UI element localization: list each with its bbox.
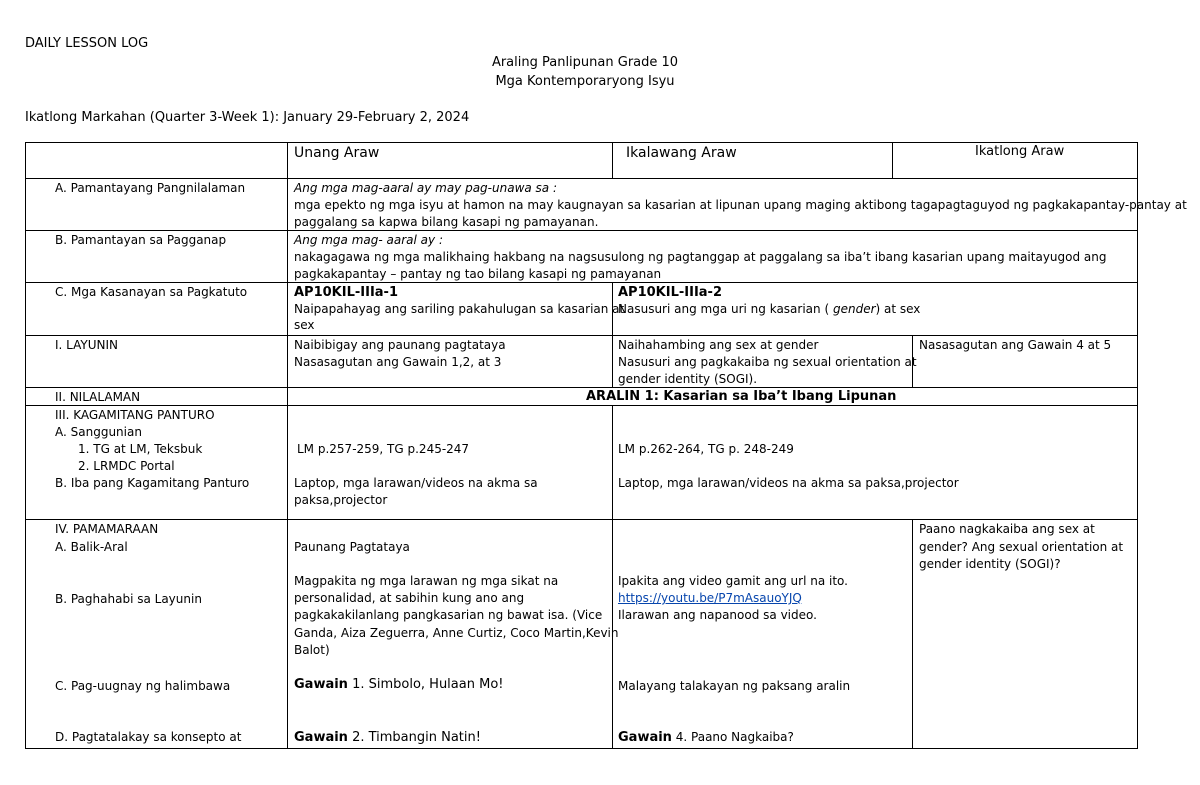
row-label-nilalaman: II. NILALAMAN: [55, 390, 141, 404]
sub-label-balik-aral: A. Balik-Aral: [55, 540, 128, 554]
procedure-day1-motive-line4: Ganda, Aiza Zeguerra, Anne Curtiz, Coco Martin,Kevin: [294, 626, 619, 640]
procedure-day1-motive-line2: personalidad, at sabihin kung ano ang: [294, 591, 525, 605]
objective-day2-line3: gender identity (SOGI).: [618, 372, 758, 386]
table-line: [912, 519, 913, 749]
procedure-day1-motive-line3: pagkakakilanlang pangkasarian ng bawat isa. (Vice: [294, 608, 603, 622]
table-line: [25, 405, 1138, 406]
reference-day2: LM p.262-264, TG p. 248-249: [618, 442, 794, 456]
table-line: [25, 519, 1138, 520]
competency-day1-line2: sex: [294, 318, 315, 332]
performance-standard-intro: Ang mga mag- aaral ay :: [294, 233, 443, 247]
column-header-day2: Ikalawang Araw: [626, 145, 737, 161]
activity-gawain-4: [618, 729, 794, 747]
sub-label-sanggunian: A. Sanggunian: [55, 425, 142, 439]
row-label-pamantayang-pangnilalaman: A. Pamantayang Pangnilalaman: [55, 181, 246, 195]
activity-title: 4. Paano Nagkaiba?: [671, 730, 794, 744]
table-line: [25, 335, 1138, 336]
row-label-kagamitang-panturo: III. KAGAMITANG PANTURO: [55, 408, 215, 422]
activity-title: 1. Simbolo, Hulaan Mo!: [347, 677, 504, 692]
performance-standard-line1: nakagagawa ng mga malikhaing hakbang na nagsusulong ng pagtanggap at paggalang sa iba’t ibang kasarian upang maitayugod ang: [294, 250, 1107, 264]
materials-day1-line1: Laptop, mga larawan/videos na akma sa: [294, 476, 538, 490]
procedure-day2-line1: Ipakita ang video gamit ang url na ito.: [618, 574, 848, 588]
table-line: [25, 178, 1138, 179]
objective-day1-line2: Nasasagutan ang Gawain 1,2, at 3: [294, 355, 502, 369]
activity-gawain-1: [294, 676, 503, 694]
table-line: [25, 387, 1138, 388]
table-line: [612, 282, 613, 388]
activity-label: Gawain: [294, 677, 348, 692]
sub-label-pag-uugnay: C. Pag-uugnay ng halimbawa: [55, 679, 231, 693]
document-label: DAILY LESSON LOG: [25, 36, 149, 51]
row-label-pamamaraan: IV. PAMAMARAAN: [55, 522, 159, 536]
table-line: [1137, 142, 1138, 749]
procedure-day3-line3: gender identity (SOGI)?: [919, 557, 1061, 571]
procedure-day3-line2: gender? Ang sexual orientation at: [919, 540, 1124, 554]
objective-day1-line1: Naibibigay ang paunang pagtataya: [294, 338, 506, 352]
competency-day2-pre: Nasusuri ang mga uri ng kasarian (: [618, 302, 830, 316]
objective-day2-line2: Nasusuri ang pagkakaiba ng sexual orientation at: [618, 355, 917, 369]
row-label-layunin: I. LAYUNIN: [55, 338, 119, 352]
competency-day2: [618, 301, 920, 319]
column-header-day1: Unang Araw: [294, 145, 380, 161]
competency-day2-term: gender: [832, 302, 876, 316]
competency-code-day2: AP10KIL-IIIa-2: [618, 285, 722, 300]
lesson-title: ARALIN 1: Kasarian sa Iba’t Ibang Lipunan: [586, 389, 897, 404]
performance-standard-line2: pagkakapantay – pantay ng tao bilang kasapi ng pamayanan: [294, 267, 662, 281]
content-standard-intro: Ang mga mag-aaral ay may pag-unawa sa :: [294, 181, 558, 195]
table-line: [25, 142, 1138, 143]
quarter-heading: Ikatlong Markahan (Quarter 3-Week 1): January 29-February 2, 2024: [25, 110, 470, 125]
activity-label: Gawain: [294, 730, 348, 745]
procedure-day2-line3: Ilarawan ang napanood sa video.: [618, 608, 817, 622]
sub-label-iba-pang-kagamitan: B. Iba pang Kagamitang Panturo: [55, 476, 250, 490]
column-header-day3: Ikatlong Araw: [975, 144, 1065, 159]
row-label-kasanayan: C. Mga Kasanayan sa Pagkatuto: [55, 285, 248, 299]
table-line: [25, 748, 1138, 749]
competency-day1-line1: Naipapahayag ang sariling pakahulugan sa kasarian at: [294, 302, 625, 316]
competency-code-day1: AP10KIL-IIIa-1: [294, 285, 398, 300]
sub-label-lrmdc: 2. LRMDC Portal: [78, 459, 175, 473]
row-label-pamantayan-sa-pagganap: B. Pamantayan sa Pagganap: [55, 233, 227, 247]
table-line: [612, 142, 613, 179]
activity-gawain-2: [294, 729, 481, 747]
sub-label-paghahabi: B. Paghahabi sa Layunin: [55, 592, 202, 606]
video-link[interactable]: https://youtu.be/P7mAsauoYJQ: [618, 591, 802, 605]
table-line: [287, 142, 288, 749]
materials-day1-line2: paksa,projector: [294, 493, 388, 507]
objective-day3-line1: Nasasagutan ang Gawain 4 at 5: [919, 338, 1112, 352]
procedure-day1-review: Paunang Pagtataya: [294, 540, 410, 554]
competency-day2-post: ) at sex: [875, 302, 921, 316]
procedure-day1-motive-line1: Magpakita ng mga larawan ng mga sikat na: [294, 574, 559, 588]
subject-subtitle: Mga Kontemporaryong Isyu: [495, 74, 675, 89]
materials-day2: Laptop, mga larawan/videos na akma sa paksa,projector: [618, 476, 959, 490]
activity-label: Gawain: [618, 730, 672, 745]
reference-day1: LM p.257-259, TG p.245-247: [297, 442, 470, 456]
table-line: [892, 142, 893, 179]
table-line: [612, 405, 613, 749]
activity-title: 2. Timbangin Natin!: [347, 730, 481, 745]
procedure-day2-discussion: Malayang talakayan ng paksang aralin: [618, 679, 851, 693]
content-standard-line2: paggalang sa kapwa bilang kasapi ng pamayanan.: [294, 215, 599, 229]
content-standard-line1: mga epekto ng mga isyu at hamon na may kaugnayan sa kasarian at lipunan upang maging aktibong tagapagtaguyod ng pagkakapantay-pantay at: [294, 198, 1187, 212]
sub-label-tg-lm: 1. TG at LM, Teksbuk: [78, 442, 203, 456]
table-line: [25, 142, 26, 749]
objective-day2-line1: Naihahambing ang sex at gender: [618, 338, 819, 352]
sub-label-pagtatalakay: D. Pagtatalakay sa konsepto at: [55, 730, 242, 744]
procedure-day1-motive-line5: Balot): [294, 643, 330, 657]
procedure-day3-line1: Paano nagkakaiba ang sex at: [919, 522, 1095, 536]
subject-title: Araling Panlipunan Grade 10: [491, 55, 679, 70]
